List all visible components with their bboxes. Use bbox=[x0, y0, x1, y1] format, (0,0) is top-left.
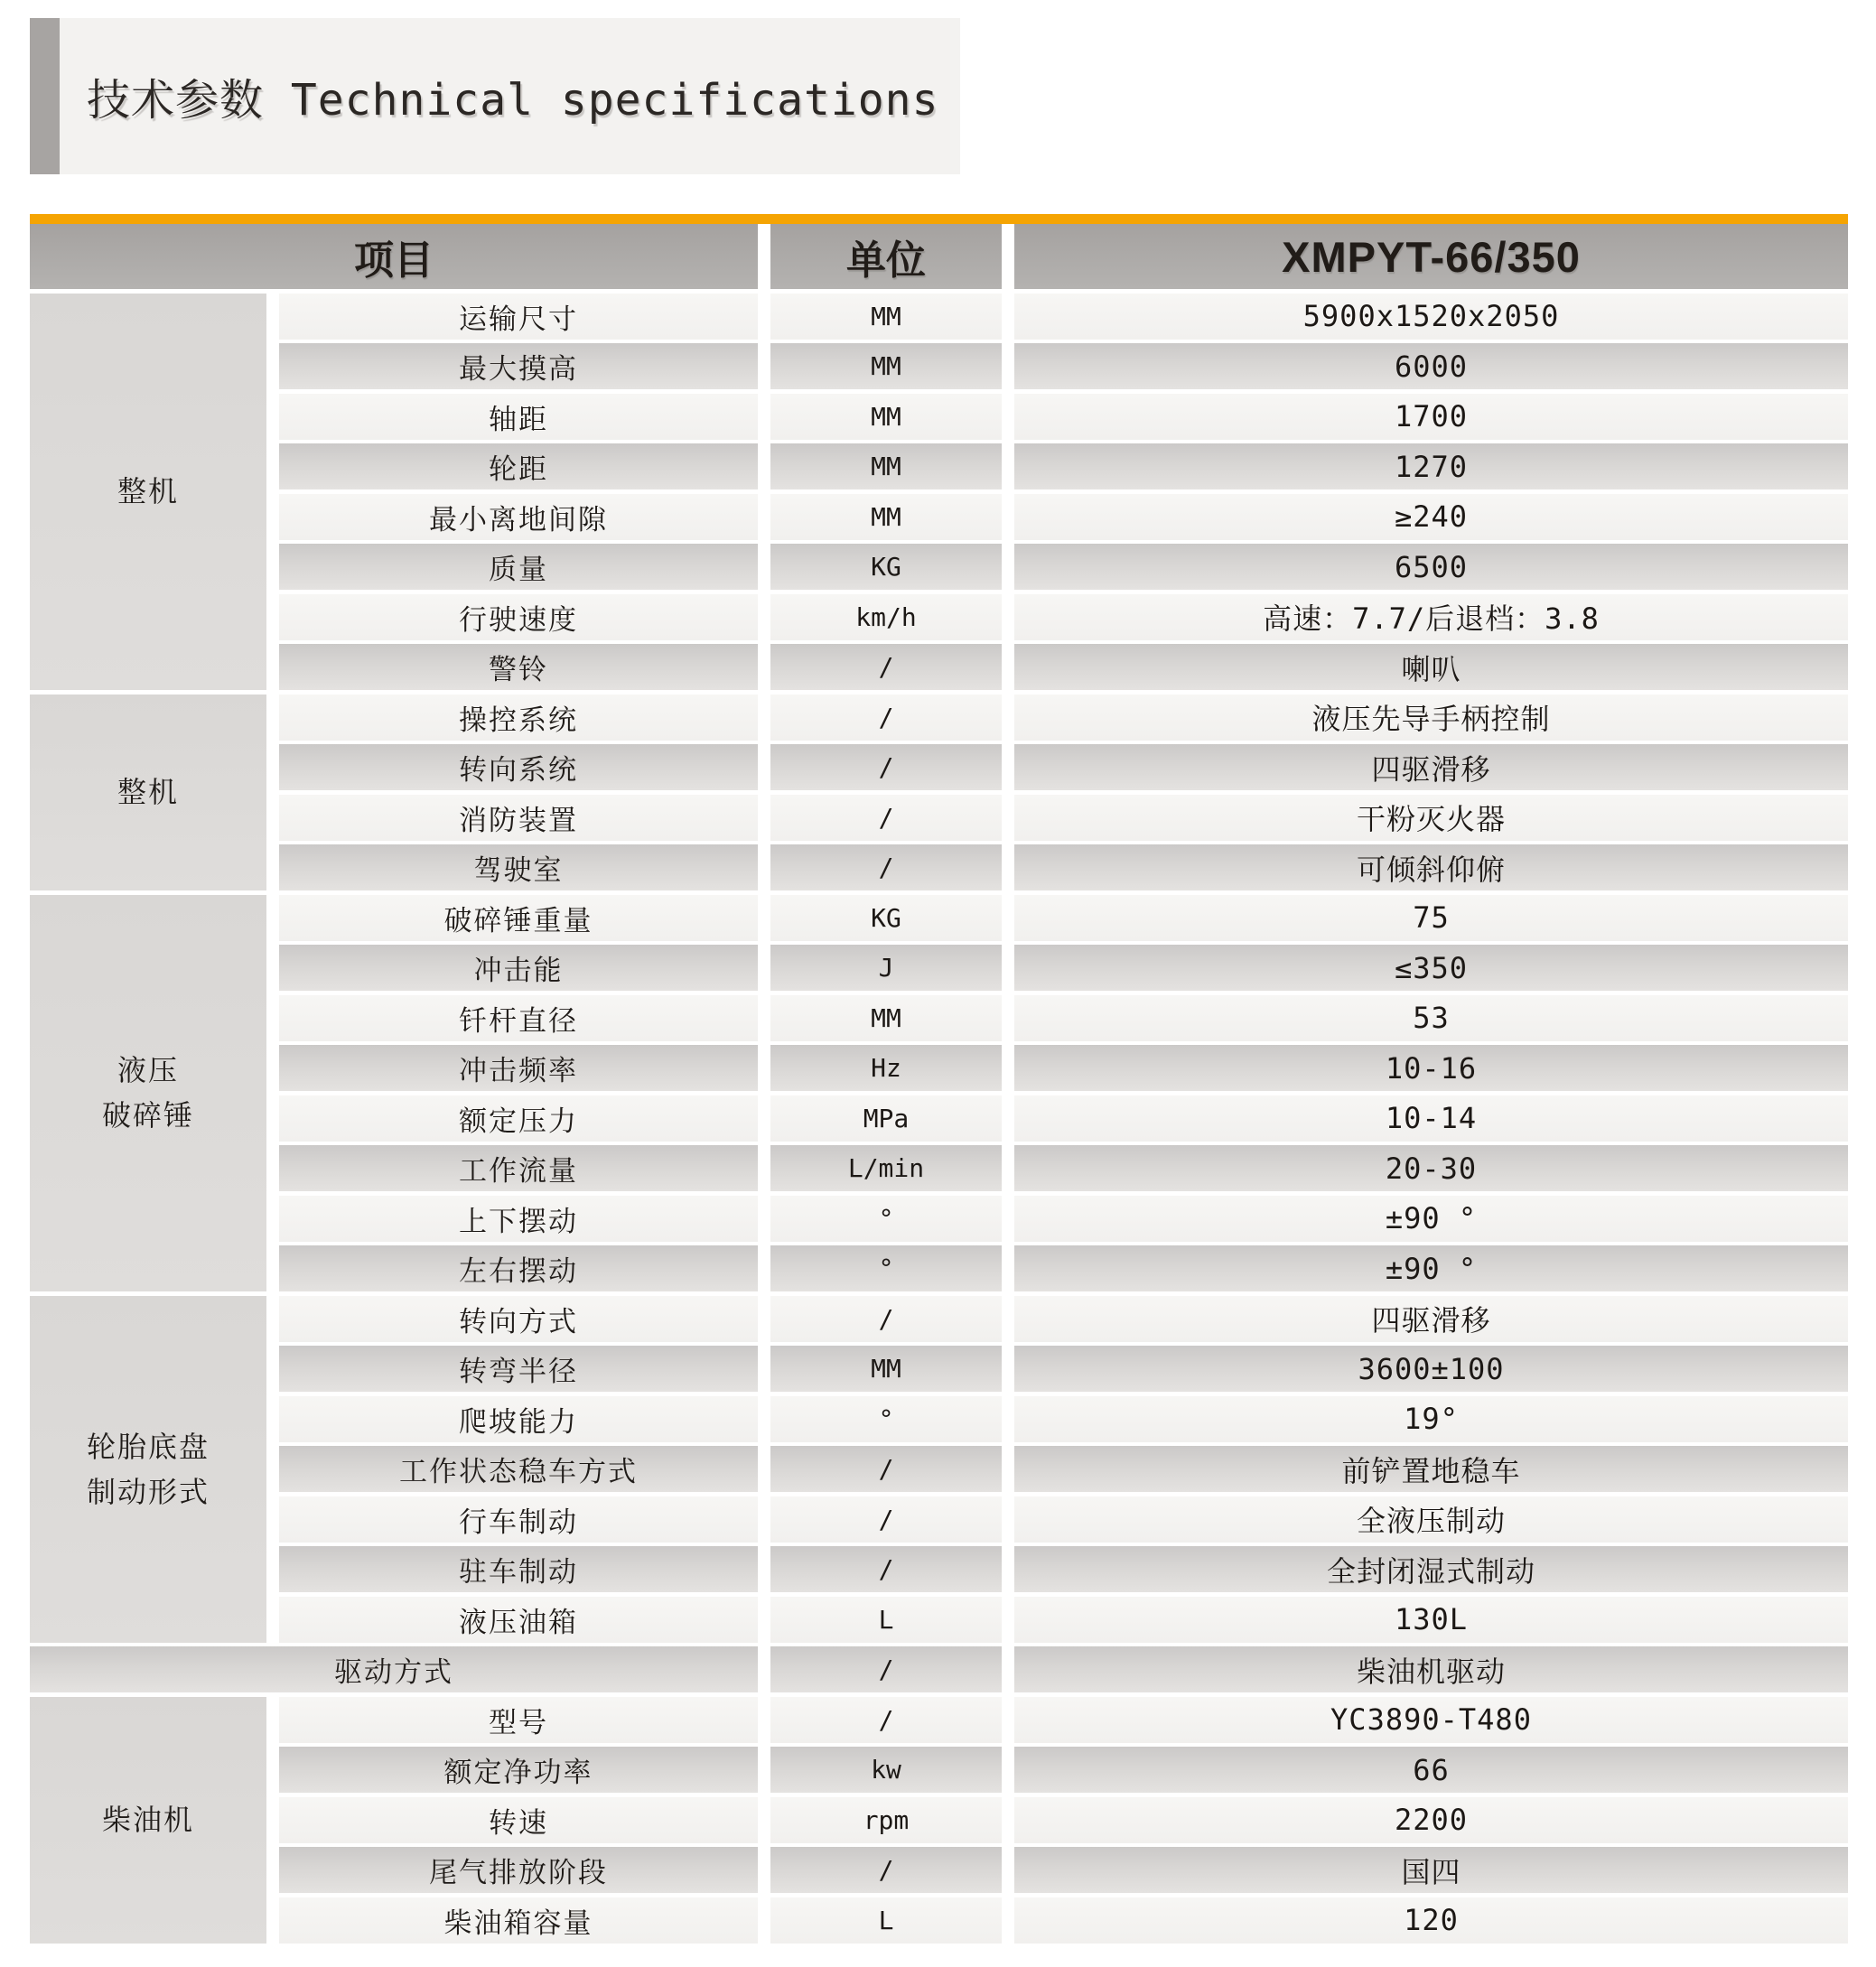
spec-item: 上下摆动 bbox=[279, 1196, 758, 1242]
spec-unit: L/min bbox=[770, 1145, 1002, 1191]
spec-value: 可倾斜仰俯 bbox=[1014, 844, 1848, 890]
spec-value: ≥240 bbox=[1014, 494, 1848, 540]
spec-value: 6500 bbox=[1014, 544, 1848, 590]
spec-item: 额定净功率 bbox=[279, 1747, 758, 1793]
spec-unit: MM bbox=[770, 995, 1002, 1041]
section-title bbox=[30, 18, 960, 174]
spec-unit: MM bbox=[770, 343, 1002, 389]
group-label-cell: 轮胎底盘 制动形式 bbox=[30, 1296, 266, 1643]
spec-item: 左右摆动 bbox=[279, 1245, 758, 1291]
spec-unit: / bbox=[770, 644, 1002, 690]
spec-value: 四驱滑移 bbox=[1014, 1296, 1848, 1342]
spec-value: 1700 bbox=[1014, 394, 1848, 440]
spec-unit: J bbox=[770, 945, 1002, 991]
spec-value: 高速：7.7/后退档：3.8 bbox=[1014, 594, 1848, 640]
spec-unit: L bbox=[770, 1897, 1002, 1944]
spec-value: 53 bbox=[1014, 995, 1848, 1041]
spec-value: ±90 ° bbox=[1014, 1196, 1848, 1242]
title-accent-bar bbox=[30, 18, 60, 174]
spec-value: 66 bbox=[1014, 1747, 1848, 1793]
spec-unit: L bbox=[770, 1597, 1002, 1643]
spec-unit: ° bbox=[770, 1196, 1002, 1242]
spec-item: 工作状态稳车方式 bbox=[279, 1446, 758, 1492]
spec-value: 2200 bbox=[1014, 1797, 1848, 1843]
spec-unit: / bbox=[770, 1546, 1002, 1592]
spec-unit: kw bbox=[770, 1747, 1002, 1793]
spec-value: 19° bbox=[1014, 1396, 1848, 1442]
group-label-cell: 整机 bbox=[30, 294, 266, 691]
spec-value: 75 bbox=[1014, 895, 1848, 941]
spec-unit: km/h bbox=[770, 594, 1002, 640]
accent-rule bbox=[30, 214, 1848, 224]
spec-item: 柴油箱容量 bbox=[279, 1897, 758, 1944]
col-header-unit: 单位 bbox=[770, 224, 1002, 289]
spec-unit: MM bbox=[770, 1346, 1002, 1392]
spec-item: 爬坡能力 bbox=[279, 1396, 758, 1442]
spec-unit: / bbox=[770, 1847, 1002, 1893]
spec-item: 破碎锤重量 bbox=[279, 895, 758, 941]
spec-item: 转速 bbox=[279, 1797, 758, 1843]
spec-item: 最大摸高 bbox=[279, 343, 758, 389]
spec-value: ±90 ° bbox=[1014, 1245, 1848, 1291]
spec-unit: / bbox=[770, 1697, 1002, 1743]
spec-value: 20-30 bbox=[1014, 1145, 1848, 1191]
spec-item: 操控系统 bbox=[279, 695, 758, 741]
spec-unit: MM bbox=[770, 294, 1002, 340]
spec-item: 驻车制动 bbox=[279, 1546, 758, 1592]
spec-item: 消防装置 bbox=[279, 795, 758, 841]
spec-unit: rpm bbox=[770, 1797, 1002, 1843]
col-header-item: 项目 bbox=[30, 224, 758, 289]
spec-unit: / bbox=[770, 1646, 1002, 1692]
page-title: 技术参数 Technical specifications bbox=[87, 75, 939, 126]
spec-unit: / bbox=[770, 844, 1002, 890]
group-label-cell: 柴油机 bbox=[30, 1697, 266, 1944]
spec-unit: MM bbox=[770, 494, 1002, 540]
title-block bbox=[60, 18, 960, 174]
spec-item: 警铃 bbox=[279, 644, 758, 690]
spec-value: 1270 bbox=[1014, 443, 1848, 489]
spec-unit: / bbox=[770, 695, 1002, 741]
spec-value: 喇叭 bbox=[1014, 644, 1848, 690]
spec-value: 10-16 bbox=[1014, 1045, 1848, 1091]
spec-unit: MPa bbox=[770, 1095, 1002, 1142]
spec-value: 3600±100 bbox=[1014, 1346, 1848, 1392]
spec-value: 全封闭湿式制动 bbox=[1014, 1546, 1848, 1592]
spec-item: 工作流量 bbox=[279, 1145, 758, 1191]
spec-item: 运输尺寸 bbox=[279, 294, 758, 340]
group-label-cell: 整机 bbox=[30, 695, 266, 891]
spec-unit: / bbox=[770, 1446, 1002, 1492]
spec-item: 驱动方式 bbox=[30, 1646, 758, 1692]
spec-unit: KG bbox=[770, 895, 1002, 941]
spec-value: 四驱滑移 bbox=[1014, 744, 1848, 790]
spec-item: 型号 bbox=[279, 1697, 758, 1743]
spec-value: 前铲置地稳车 bbox=[1014, 1446, 1848, 1492]
spec-item: 行驶速度 bbox=[279, 594, 758, 640]
spec-item: 冲击能 bbox=[279, 945, 758, 991]
spec-item: 钎杆直径 bbox=[279, 995, 758, 1041]
spec-table bbox=[30, 224, 1848, 1944]
spec-item: 最小离地间隙 bbox=[279, 494, 758, 540]
spec-item: 行车制动 bbox=[279, 1496, 758, 1543]
spec-value: ≤350 bbox=[1014, 945, 1848, 991]
col-header-model: XMPYT-66/350 bbox=[1014, 224, 1848, 289]
spec-value: 干粉灭火器 bbox=[1014, 795, 1848, 841]
spec-value: 6000 bbox=[1014, 343, 1848, 389]
spec-item: 转向方式 bbox=[279, 1296, 758, 1342]
spec-value: 液压先导手柄控制 bbox=[1014, 695, 1848, 741]
spec-item: 冲击频率 bbox=[279, 1045, 758, 1091]
spec-value: 全液压制动 bbox=[1014, 1496, 1848, 1543]
spec-unit: MM bbox=[770, 443, 1002, 489]
spec-item: 转向系统 bbox=[279, 744, 758, 790]
spec-value: 10-14 bbox=[1014, 1095, 1848, 1142]
spec-unit: / bbox=[770, 1296, 1002, 1342]
spec-unit: KG bbox=[770, 544, 1002, 590]
spec-item: 转弯半径 bbox=[279, 1346, 758, 1392]
spec-unit: / bbox=[770, 1496, 1002, 1543]
spec-value: 国四 bbox=[1014, 1847, 1848, 1893]
spec-item: 轴距 bbox=[279, 394, 758, 440]
spec-item: 尾气排放阶段 bbox=[279, 1847, 758, 1893]
spec-unit: ° bbox=[770, 1396, 1002, 1442]
spec-value: 5900x1520x2050 bbox=[1014, 294, 1848, 340]
spec-unit: / bbox=[770, 744, 1002, 790]
spec-value: 130L bbox=[1014, 1597, 1848, 1643]
spec-unit: MM bbox=[770, 394, 1002, 440]
spec-item: 液压油箱 bbox=[279, 1597, 758, 1643]
spec-item: 质量 bbox=[279, 544, 758, 590]
spec-unit: ° bbox=[770, 1245, 1002, 1291]
spec-value: YC3890-T480 bbox=[1014, 1697, 1848, 1743]
spec-unit: Hz bbox=[770, 1045, 1002, 1091]
spec-value: 柴油机驱动 bbox=[1014, 1646, 1848, 1692]
spec-item: 轮距 bbox=[279, 443, 758, 489]
spec-value: 120 bbox=[1014, 1897, 1848, 1944]
group-label-cell: 液压 破碎锤 bbox=[30, 895, 266, 1292]
spec-item: 驾驶室 bbox=[279, 844, 758, 890]
spec-item: 额定压力 bbox=[279, 1095, 758, 1142]
spec-unit: / bbox=[770, 795, 1002, 841]
